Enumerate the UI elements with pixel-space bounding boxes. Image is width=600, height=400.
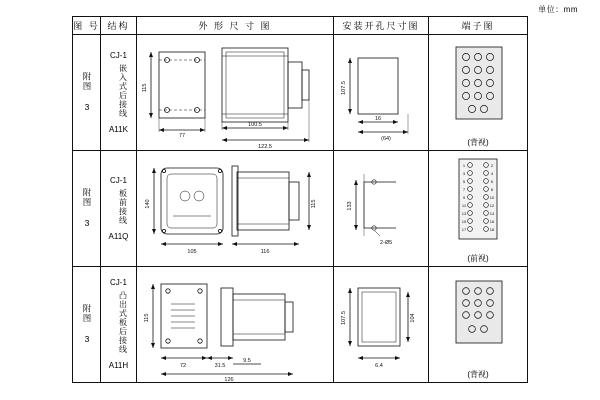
structure-mid-2: 板前接线 <box>118 188 128 225</box>
svg-text:10: 10 <box>489 195 495 200</box>
dim-140-2: 140 <box>144 198 151 209</box>
dim-126-3: 126 <box>224 376 234 382</box>
dim-100-5-1: 100.5 <box>248 121 262 128</box>
terminal-drawing-1 <box>429 37 527 148</box>
dim-16-1: 16 <box>374 115 382 122</box>
table-header-row <box>73 17 528 35</box>
structure-mid-1: 嵌入式后接线 <box>118 63 128 118</box>
outline-drawing-2 <box>137 152 333 266</box>
svg-text:13: 13 <box>461 211 467 216</box>
cell-structure-2 <box>100 151 136 267</box>
table-row <box>73 35 528 151</box>
cell-outline-2 <box>136 151 333 267</box>
dim-133-2: 133 <box>346 200 353 211</box>
header-img-no: 图 号 <box>73 17 101 35</box>
img-no-label-2: 附图 3 <box>81 188 92 229</box>
svg-text:6: 6 <box>490 179 494 184</box>
svg-text:17: 17 <box>461 227 467 232</box>
structure-code-top-1: CJ-1 <box>110 50 127 60</box>
dim-107-5-1: 107.5 <box>340 80 347 95</box>
dim-105-2: 105 <box>187 248 197 255</box>
terminal-caption-1: (背视) <box>467 138 489 147</box>
dim-2-d5-2: 2-Ø5 <box>379 239 393 246</box>
header-outline: 外 形 尺 寸 图 <box>136 17 333 35</box>
structure-code-top-3: CJ-1 <box>110 278 127 287</box>
svg-text:3: 3 <box>462 171 466 176</box>
svg-text:4: 4 <box>490 171 494 176</box>
svg-text:1: 1 <box>462 163 466 168</box>
cell-outline-3 <box>136 267 333 383</box>
header-structure: 结构 <box>100 17 136 35</box>
terminal-caption-3: (背视) <box>467 370 489 379</box>
table-row <box>73 267 528 383</box>
outline-drawing-1 <box>137 36 333 150</box>
terminal-caption-2: (前视) <box>467 254 489 263</box>
dim-122-5-1: 122.5 <box>258 143 272 150</box>
dim-116-2: 116 <box>260 248 270 255</box>
mounting-drawing-1 <box>334 36 428 150</box>
spec-table <box>72 16 528 383</box>
cell-terminal-2 <box>428 151 527 267</box>
terminal-drawing-2 <box>429 153 527 264</box>
structure-code-bottom-2: A11Q <box>108 231 129 241</box>
svg-text:12: 12 <box>489 203 495 208</box>
cell-img-no-3 <box>73 267 101 383</box>
cell-img-no-1 <box>73 35 101 151</box>
dim-31-5-3: 31.5 <box>214 362 226 369</box>
cell-mounting-2 <box>333 151 428 267</box>
terminal-drawing-3 <box>429 269 527 380</box>
cell-mounting-1 <box>333 35 428 151</box>
cell-terminal-1 <box>428 35 527 151</box>
structure-code-top-2: CJ-1 <box>110 175 127 185</box>
svg-text:11: 11 <box>461 203 467 208</box>
img-no-label-1: 附图 3 <box>81 72 92 113</box>
dim-115-3: 115 <box>143 313 150 322</box>
svg-text:15: 15 <box>461 219 467 224</box>
table-row <box>73 151 528 267</box>
cell-mounting-3 <box>333 267 428 383</box>
svg-text:5: 5 <box>462 179 466 184</box>
structure-mid-3: 凸出式板后接线 <box>118 291 128 354</box>
dim-115-2: 115 <box>310 199 317 208</box>
header-mounting: 安装开孔尺寸图 <box>333 17 428 35</box>
cell-structure-1 <box>100 35 136 151</box>
outline-drawing-3 <box>137 268 333 382</box>
unit-note: 单位：mm <box>538 5 578 14</box>
svg-text:9: 9 <box>462 195 466 200</box>
mounting-drawing-3 <box>334 268 428 382</box>
cell-structure-3 <box>100 267 136 383</box>
svg-text:14: 14 <box>489 211 495 216</box>
img-no-label-3: 附图 3 <box>81 304 92 345</box>
dim-104-3: 104 <box>409 312 416 323</box>
structure-code-bottom-3: A11H <box>108 361 129 370</box>
cell-img-no-2 <box>73 151 101 267</box>
dim-72-3: 72 <box>179 362 187 369</box>
cell-terminal-3 <box>428 267 527 383</box>
dim-64-3: 6.4 <box>375 362 383 369</box>
dim-115-1: 115 <box>141 83 148 92</box>
mounting-drawing-2 <box>334 152 428 266</box>
svg-text:2: 2 <box>490 163 494 168</box>
svg-text:8: 8 <box>490 187 494 192</box>
cell-outline-1 <box>136 35 333 151</box>
dim-64-1: (64) <box>381 135 391 142</box>
header-terminal: 端子图 <box>428 17 527 35</box>
svg-text:16: 16 <box>489 219 495 224</box>
dim-107-5-3: 107.5 <box>340 310 347 325</box>
structure-code-bottom-1: A11K <box>108 124 128 134</box>
dim-9-5-3: 9.5 <box>243 357 251 364</box>
dim-77-1: 77 <box>178 132 186 139</box>
svg-text:18: 18 <box>489 227 495 232</box>
svg-text:7: 7 <box>462 187 466 192</box>
